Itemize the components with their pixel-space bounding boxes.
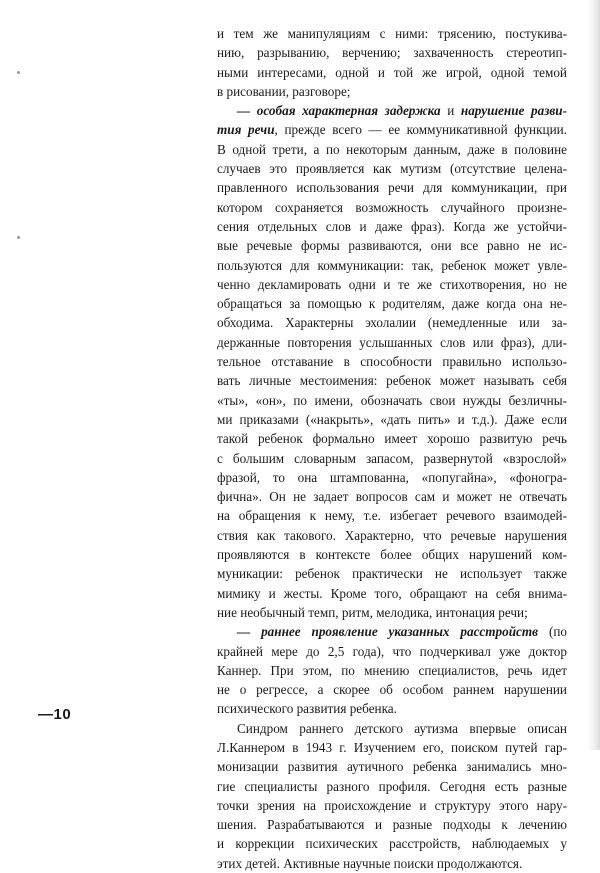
text-line: ными интересами, одной и той же игрой, одной темой: [217, 64, 567, 80]
scan-speck: [17, 236, 20, 239]
text-line: и тем же манипуляциям с ними: трясению, постукива-: [217, 26, 567, 41]
text-line: фична». Он не задает вопросов сам и может не отвечать: [217, 489, 567, 505]
text-line: ми приказами («накрыть», «дать пить» и т.д.). Даже если: [217, 411, 567, 427]
emphasis: нарушение разви-: [460, 103, 567, 119]
text-line: гие специалисты разного профиля. Сегодня есть разные: [217, 778, 567, 794]
text-line: и коррекции психических расстройств, наблюдаемых у: [217, 836, 567, 852]
text-line: проявляются в контексте более общих нарушений ком-: [217, 547, 567, 563]
text-line: не о регрессе, а скорее об особом раннем нарушении: [217, 682, 567, 698]
text-line: обходима. Характерны эхолалии (немедленные или за-: [217, 315, 567, 331]
text-line: вать личные местоимения: ребенок может называть себя: [217, 373, 567, 389]
text-line: пользуются для коммуникации: так, ребенок может увле-: [217, 257, 567, 273]
text-line: вые речевые формы развиваются, они все равно не ис-: [217, 238, 567, 254]
text-line: сения отдельных слов и даже фраз). Когда же устойчи-: [217, 218, 567, 234]
scan-speck: [17, 71, 20, 74]
emphasis: тия речи: [217, 122, 275, 138]
text-line: тельное отставание в способности правильно использо-: [217, 354, 567, 370]
text-line: правленного использования речи для коммуникации, при: [217, 180, 567, 196]
text-line: — раннее проявление указанных расстройств (по: [237, 624, 567, 640]
text-line: такой ребенок формально имеет хорошо развитую речь: [217, 431, 567, 447]
text-line: муникации: ребенок практически не использует также: [217, 566, 567, 582]
text-line: в рисовании, разговоре;: [217, 83, 351, 99]
body-text: [217, 24, 567, 873]
text-line: шения. Разрабатываются и разные подходы к лечению: [217, 817, 567, 833]
scan-edge-shadow: [586, 0, 600, 750]
text-line: Л.Каннером в 1943 г. Изучением его, поиском путей гар-: [217, 739, 567, 755]
text-line: фразой, то она штампованна, «попугайна», «фоногра-: [217, 469, 567, 485]
text-line: с большим словарным запасом, развернутой «взрослой»: [217, 450, 567, 466]
text-line: точки зрения на происхождение и структуру этого нару-: [217, 797, 567, 813]
text-line: «ты», «он», по имени, обозначать свои нужды безличны-: [217, 392, 567, 408]
text-line: психического развития ребенка.: [217, 701, 397, 717]
emphasis: — особая характерная задержка: [237, 103, 441, 119]
text-line: мимику и жесты. Кроме того, обращают на себя внима-: [217, 585, 567, 601]
text-line: крайней мере до 2,5 года), что подчеркивал уже доктор: [217, 643, 567, 659]
text-line: тия речи, прежде всего — ее коммуникативной функции.: [217, 122, 567, 138]
text-line: ченно декламировать одни и те же стихотворения, но не: [217, 276, 567, 292]
text-line: этих детей. Активные научные поиски продолжаются.: [217, 855, 523, 871]
text-line: на обращения к нему, т.е. избегает речевого взаимодей-: [217, 508, 567, 524]
page-number: —10: [38, 706, 72, 723]
text-line: В одной трети, а по некоторым данным, даже в половине: [217, 141, 567, 157]
emphasis: — раннее проявление указанных расстройств: [237, 624, 539, 640]
text-line: — особая характерная задержка и нарушение разви-: [237, 103, 567, 119]
text-line: котором сохраняется возможность случайного произне-: [217, 199, 567, 215]
text-line: обращаться за помощью к родителям, даже когда она не-: [217, 296, 567, 312]
text-line: нию, разрыванию, верчению; захваченность стереотип-: [217, 45, 567, 61]
text-line: ствия как такового. Характерно, что речевые нарушения: [217, 527, 567, 543]
text-line: держанные повторения услышанных слов или фраз), дли-: [217, 334, 567, 350]
text-line: монизации развития аутичного ребенка занимались мно-: [217, 759, 567, 775]
text-line: Каннер. При этом, по мнению специалистов, речь идет: [217, 662, 567, 678]
text-line: случаев это проявляется как мутизм (отсутствие целена-: [217, 161, 567, 177]
text-line: Синдром раннего детского аутизма впервые описан: [237, 720, 567, 736]
text-line: ние необычный темп, ритм, мелодика, интонация речи;: [217, 604, 528, 620]
